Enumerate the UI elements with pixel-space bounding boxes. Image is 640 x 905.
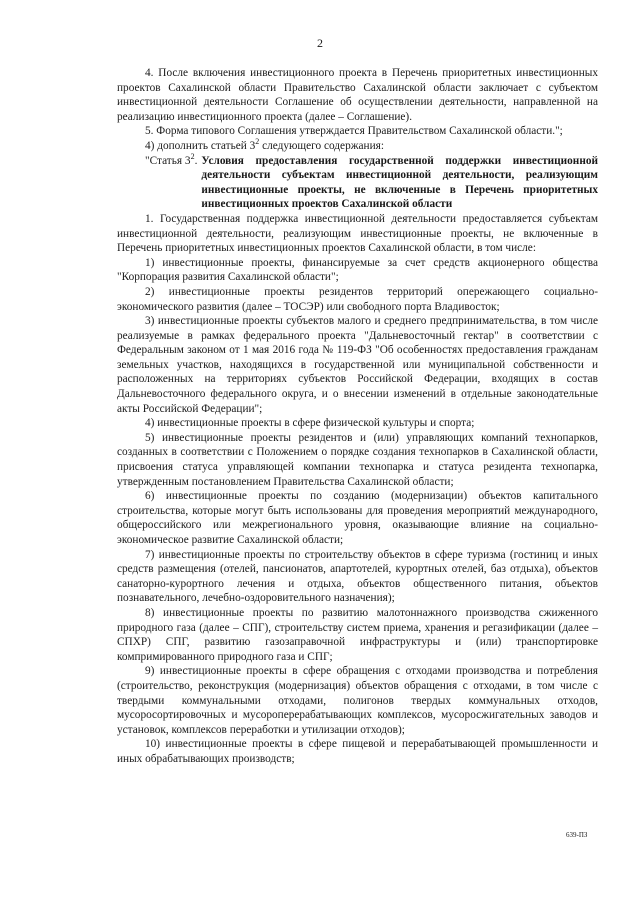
amendment-sup: 2 bbox=[255, 137, 260, 147]
article-intro: 1. Государственная поддержка инвестиционной деятельности предоставляется субъектам инвестиционной деятельности, реализующим инвестиционные проекты, не включенные в Перечень приоритетных инвестиционных проектов Сахалинской области, в том числе: bbox=[117, 212, 598, 255]
list-item: 8) инвестиционные проекты по развитию малотоннажного производства сжиженного природного газа (далее – СПГ), строительству систем приема, хранения и регазификации (далее – СПХР) СПГ, развитию газозаправочной инфраструктуры и (или) транспортировке компримированного природного газа и СПГ; bbox=[117, 606, 598, 663]
paragraph-4: 4. После включения инвестиционного проекта в Перечень приоритетных инвестиционных проектов Сахалинской области Правительство Сахалинской области заключает с субъектом инвестиционной деятельности Соглашение об осуществлении деятельности, направленной на реализацию инвестиционного проекта (далее – Соглашение). bbox=[117, 67, 598, 123]
list-item: 9) инвестиционные проекты в сфере обращения с отходами производства и потребления (строительство, реконструкция (модернизация) объектов обращения с отходами, в том числе с твердыми коммунальными отходами, полигонов твердых коммунальных отходов, мусоросортировочных и мусороперерабатывающих комплексов, мусоросжигательных заводов и установок, комплексов переработки и утилизации отходов); bbox=[117, 665, 598, 736]
article-number bbox=[145, 151, 198, 212]
list-item: 7) инвестиционные проекты по строительству объектов в сфере туризма (гостиниц и иных средств размещения (отелей, пансионатов, апартотелей, курортных отелей, баз отдыха), объектов санаторно-курортного лечения и отдыха, объектов общественного питания, объектов познавательного, лечебно-оздоровительного назначения); bbox=[117, 548, 598, 605]
list-item: 3) инвестиционные проекты субъектов малого и среднего предпринимательства, в том числе реализуемые в рамках федерального проекта "Дальневосточный гектар" в соответствии с Федеральным законом от 1 мая 2016 года № 119-ФЗ "Об особенностях предоставления гражданам земельных участков, находящихся в государственной или муниципальной собственности и расположенных на территориях субъектов Российской Федерации, входящих в состав Дальневосточного федерального округа, и о внесении изменений в отдельные законодательные акты Российской Федерации"; bbox=[117, 315, 598, 415]
document-body bbox=[117, 66, 598, 767]
document-code: 639-ПЗ bbox=[566, 831, 588, 839]
items-list bbox=[117, 256, 598, 767]
amendment-line bbox=[117, 139, 598, 154]
list-item: 2) инвестиционные проекты резидентов территорий опережающего социально-экономического развития (далее – ТОСЭР) или свободного порта Владивосток; bbox=[117, 285, 598, 313]
article-prefix: "Статья 3 bbox=[145, 154, 191, 167]
amendment-lead: 4) дополнить статьей 3 bbox=[145, 139, 256, 152]
list-item: 5) инвестиционные проекты резидентов и (или) управляющих компаний технопарков, созданных в соответствии с Положением о порядке создания технопарков в Сахалинской области, присвоения статуса управляющей компании технопарка и статуса резидента технопарка, утвержденным постановлением Правительства Сахалинской области; bbox=[117, 431, 598, 488]
list-item: 4) инвестиционные проекты в сфере физической культуры и спорта; bbox=[145, 417, 475, 430]
amendment-tail: следующего содержания: bbox=[259, 139, 384, 152]
article-suffix: . bbox=[194, 154, 198, 167]
paragraph-5: 5. Форма типового Соглашения утверждается Правительством Сахалинской области."; bbox=[145, 125, 563, 138]
page-number: 2 bbox=[317, 36, 323, 50]
article-title: Условия предоставления государственной поддержки инвестиционной деятельности субъектам инвестиционной деятельности, реализующим инвестиционные проекты, не включенные в Перечень приоритетных инвестиционных проектов Сахалинской области bbox=[201, 154, 598, 211]
article-sup: 2 bbox=[190, 151, 195, 161]
list-item: 1) инвестиционные проекты, финансируемые за счет средств акционерного общества "Корпорация развития Сахалинской области"; bbox=[117, 256, 598, 284]
list-item: 10) инвестиционные проекты в сфере пищевой и перерабатывающей промышленности и иных обрабатывающих производств; bbox=[117, 738, 598, 765]
list-item: 6) инвестиционные проекты по созданию (модернизации) объектов капитального строительства, которые могут быть использованы для проведения мероприятий международного, общероссийского или межрегионального уровня, оказывающие влияние на социально-экономическое развитие Сахалинской области; bbox=[117, 490, 598, 546]
article-heading bbox=[117, 151, 598, 212]
